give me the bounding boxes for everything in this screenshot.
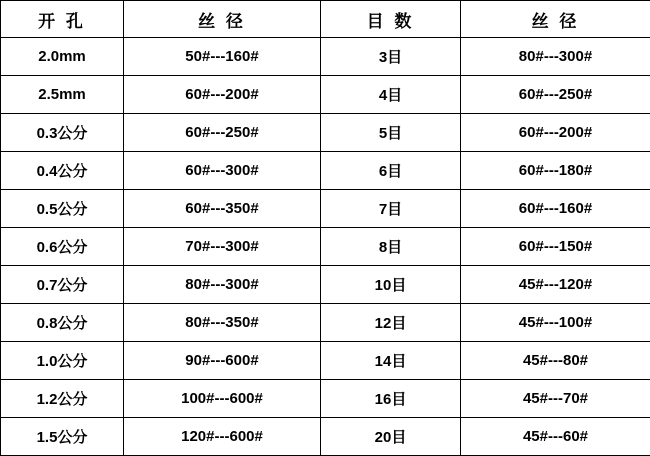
table-row [1, 418, 650, 456]
table-row [1, 342, 650, 380]
cell-mesh-count: 4目 [321, 76, 461, 114]
cell-wire-diameter-right: 45#---60# [461, 418, 650, 456]
cell-mesh-count: 14目 [321, 342, 461, 380]
table-row [1, 380, 650, 418]
table-row [1, 304, 650, 342]
cell-aperture: 0.4公分 [1, 152, 124, 190]
cell-aperture: 0.5公分 [1, 190, 124, 228]
cell-mesh-count: 5目 [321, 114, 461, 152]
cell-wire-diameter-right: 80#---300# [461, 38, 650, 76]
cell-wire-diameter-right: 60#---160# [461, 190, 650, 228]
cell-wire-diameter-left: 60#---250# [124, 114, 321, 152]
cell-wire-diameter-left: 80#---350# [124, 304, 321, 342]
cell-mesh-count: 7目 [321, 190, 461, 228]
cell-wire-diameter-left: 60#---300# [124, 152, 321, 190]
table-row [1, 152, 650, 190]
cell-wire-diameter-left: 100#---600# [124, 380, 321, 418]
cell-wire-diameter-right: 60#---180# [461, 152, 650, 190]
cell-wire-diameter-left: 60#---350# [124, 190, 321, 228]
cell-aperture: 1.2公分 [1, 380, 124, 418]
cell-aperture: 2.0mm [1, 38, 124, 76]
cell-wire-diameter-left: 60#---200# [124, 76, 321, 114]
cell-wire-diameter-left: 90#---600# [124, 342, 321, 380]
cell-aperture: 0.6公分 [1, 228, 124, 266]
table-header-row [1, 1, 650, 38]
cell-wire-diameter-right: 45#---120# [461, 266, 650, 304]
cell-mesh-count: 10目 [321, 266, 461, 304]
cell-wire-diameter-right: 60#---200# [461, 114, 650, 152]
cell-aperture: 1.5公分 [1, 418, 124, 456]
column-header-mesh-count: 目 数 [321, 1, 461, 38]
column-header-wire-diameter-left: 丝 径 [124, 1, 321, 38]
table-row [1, 266, 650, 304]
table-row [1, 38, 650, 76]
table-row [1, 114, 650, 152]
cell-mesh-count: 3目 [321, 38, 461, 76]
cell-wire-diameter-right: 45#---100# [461, 304, 650, 342]
cell-aperture: 0.3公分 [1, 114, 124, 152]
cell-aperture: 0.8公分 [1, 304, 124, 342]
table-body [1, 38, 650, 456]
table-row [1, 190, 650, 228]
cell-mesh-count: 6目 [321, 152, 461, 190]
table-row [1, 76, 650, 114]
cell-wire-diameter-right: 60#---250# [461, 76, 650, 114]
cell-wire-diameter-left: 80#---300# [124, 266, 321, 304]
column-header-wire-diameter-right: 丝 径 [461, 1, 650, 38]
cell-wire-diameter-right: 45#---80# [461, 342, 650, 380]
cell-mesh-count: 16目 [321, 380, 461, 418]
cell-wire-diameter-left: 120#---600# [124, 418, 321, 456]
cell-mesh-count: 12目 [321, 304, 461, 342]
cell-mesh-count: 8目 [321, 228, 461, 266]
cell-wire-diameter-left: 70#---300# [124, 228, 321, 266]
cell-aperture: 0.7公分 [1, 266, 124, 304]
cell-wire-diameter-left: 50#---160# [124, 38, 321, 76]
cell-wire-diameter-right: 45#---70# [461, 380, 650, 418]
cell-aperture: 1.0公分 [1, 342, 124, 380]
column-header-aperture: 开 孔 [1, 1, 124, 38]
cell-aperture: 2.5mm [1, 76, 124, 114]
table-row [1, 228, 650, 266]
cell-wire-diameter-right: 60#---150# [461, 228, 650, 266]
cell-mesh-count: 20目 [321, 418, 461, 456]
